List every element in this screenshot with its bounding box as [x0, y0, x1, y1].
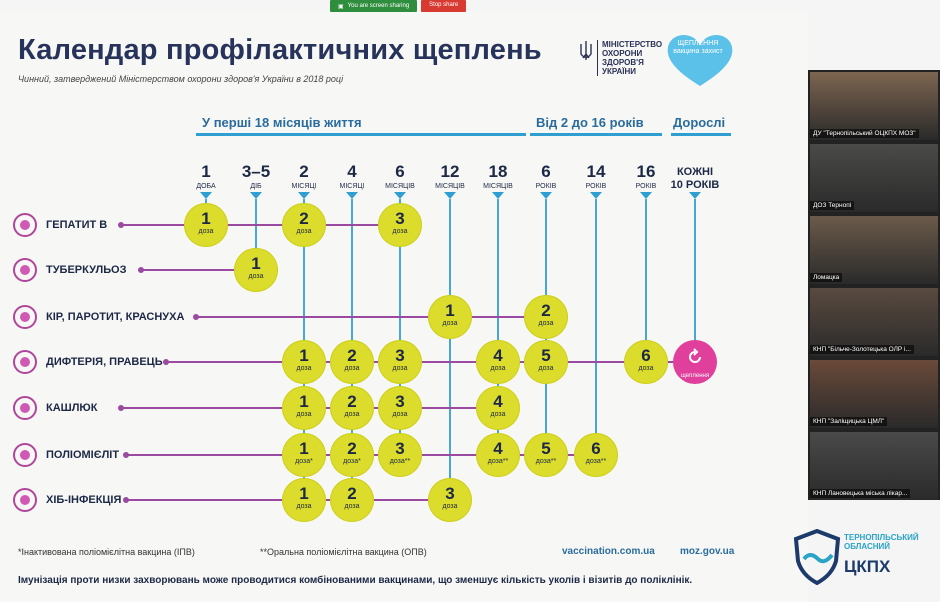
adult-label: щеплення — [680, 373, 710, 379]
dose-mark: ** — [404, 458, 411, 465]
participant-name: ДУ "Тернопільський ОЦКПХ МОЗ" — [810, 129, 919, 138]
dose-label — [378, 458, 422, 466]
column-header — [521, 162, 571, 191]
column-header — [621, 162, 671, 191]
dose-label-text: доза — [490, 365, 506, 372]
column-header — [473, 162, 523, 191]
shared-slide — [0, 12, 808, 602]
dose-number: 2 — [347, 346, 357, 365]
disease-name: КІР, ПАРОТИТ, КРАСНУХА — [46, 311, 185, 323]
dose-number: 3 — [395, 439, 405, 458]
dose-label-text: доза — [442, 320, 458, 327]
brand-region: ТЕРНОПІЛЬСЬКИЙ ОБЛАСНИЙ — [844, 533, 919, 551]
sharing-label: You are screen sharing — [347, 3, 410, 9]
dose-label — [524, 365, 568, 373]
dose-circle — [476, 386, 520, 430]
dose-mark: * — [310, 458, 313, 465]
dose-circle — [282, 433, 326, 477]
slide-subtitle: Чинний, затверджений Міністерством охорони здоров'я України в 2018 році — [18, 74, 344, 84]
group-line-2-to-16-years — [530, 133, 662, 136]
dose-label — [624, 365, 668, 373]
column-marker-icon — [200, 192, 212, 199]
dose-circle — [282, 340, 326, 384]
dose-circle — [574, 433, 618, 477]
dose-label — [476, 365, 520, 373]
dose-number: 5 — [541, 346, 551, 365]
column-marker-icon — [250, 192, 262, 199]
dose-number: 3 — [395, 346, 405, 365]
column-number: 18 — [488, 162, 508, 181]
column-header — [231, 162, 281, 191]
dose-number: 1 — [299, 439, 309, 458]
participant-name: Ломацка — [810, 273, 842, 282]
dose-number: 4 — [493, 392, 503, 411]
dose-circle — [378, 386, 422, 430]
dose-label — [574, 458, 618, 466]
disease-row — [10, 210, 107, 240]
trident-icon — [580, 40, 592, 62]
dose-number: 6 — [641, 346, 651, 365]
dose-label — [234, 273, 278, 281]
column-line — [595, 199, 597, 455]
dose-circle — [330, 386, 374, 430]
participant-name: КНП "Заліщицька ЦМЛ" — [810, 417, 887, 426]
dose-label — [282, 228, 326, 236]
footnote-opv: **Оральна поліомієлітна вакцина (ОПВ) — [260, 547, 427, 557]
screen-sharing-indicator — [330, 0, 417, 12]
pathogen-icon — [10, 393, 40, 423]
dose-number: 6 — [591, 439, 601, 458]
dose-label-text: доза — [392, 365, 408, 372]
participant-name: ДОЗ Тернопі — [810, 201, 854, 210]
shield-icon — [792, 529, 842, 585]
pathogen-icon — [10, 347, 40, 377]
moz-link[interactable]: moz.gov.ua — [680, 546, 735, 557]
participants-panel — [808, 70, 940, 500]
dose-number: 2 — [347, 439, 357, 458]
group-first-18-months: У перші 18 місяців життя — [202, 115, 362, 130]
dose-number: 1 — [201, 209, 211, 228]
dose-circle — [524, 433, 568, 477]
column-unit: МІСЯЦІ — [339, 183, 365, 190]
column-number: 4 — [347, 162, 357, 181]
dose-label-text: доза — [296, 365, 312, 372]
dose-label — [476, 411, 520, 419]
dose-circle — [378, 433, 422, 477]
column-marker-icon — [444, 192, 456, 199]
dose-label-text: доза — [535, 458, 551, 465]
vaccination-heart-logo — [664, 32, 736, 88]
disease-row — [10, 485, 121, 515]
column-marker-icon — [540, 192, 552, 199]
column-number: 1 — [201, 162, 211, 181]
dose-number: 3 — [445, 484, 455, 503]
column-marker-icon — [298, 192, 310, 199]
participant-video-tile[interactable] — [810, 216, 938, 284]
repeat-icon — [686, 348, 704, 366]
dose-circle — [428, 295, 472, 339]
disease-name: ТУБЕРКУЛЬОЗ — [46, 264, 127, 276]
column-unit: РОКІВ — [585, 183, 607, 190]
dose-number: 4 — [493, 346, 503, 365]
dose-circle — [624, 340, 668, 384]
participant-video-tile[interactable] — [810, 72, 938, 140]
dose-label-text: доза — [638, 365, 654, 372]
dose-number: 1 — [251, 254, 261, 273]
pathogen-icon — [10, 302, 40, 332]
pathogen-icon — [10, 255, 40, 285]
dose-number: 1 — [299, 346, 309, 365]
dose-number: 2 — [347, 484, 357, 503]
dose-number: 2 — [541, 301, 551, 320]
dose-number: 4 — [493, 439, 503, 458]
dose-circle — [378, 203, 422, 247]
column-header — [425, 162, 475, 191]
dose-label — [428, 320, 472, 328]
column-unit: ДОБА — [196, 183, 216, 190]
heart-logo-text: ЩЕПЛЕННЯ вакцина захист — [673, 40, 723, 55]
dose-number: 3 — [395, 209, 405, 228]
dose-label-text: доза — [248, 273, 264, 280]
dose-label — [524, 458, 568, 466]
dose-circle — [234, 248, 278, 292]
stop-share-button[interactable]: Stop share — [421, 0, 466, 12]
dose-circle — [378, 340, 422, 384]
tocph-brand — [790, 527, 940, 587]
column-unit: РОКІВ — [635, 183, 657, 190]
dose-label-text: доза — [343, 458, 359, 465]
dose-label — [378, 411, 422, 419]
group-2-to-16-years: Від 2 до 16 років — [536, 115, 644, 130]
column-header — [375, 162, 425, 191]
dose-circle — [524, 295, 568, 339]
dose-number: 1 — [445, 301, 455, 320]
dose-label-text: доза — [392, 228, 408, 235]
disease-row — [10, 255, 126, 285]
participant-video-tile[interactable] — [810, 144, 938, 212]
dose-number: 2 — [347, 392, 357, 411]
vaccination-link[interactable]: vaccination.com.ua — [562, 546, 655, 557]
group-line-first-18-months — [196, 133, 526, 136]
dose-circle — [330, 478, 374, 522]
dose-label — [184, 228, 228, 236]
dose-circle — [330, 433, 374, 477]
disease-name: ХІБ-ІНФЕКЦІЯ — [46, 494, 122, 506]
dose-label — [428, 503, 472, 511]
dose-label-text: доза — [487, 458, 503, 465]
dose-number: 1 — [299, 484, 309, 503]
disease-row — [10, 347, 163, 377]
disease-row-line — [165, 361, 695, 363]
column-marker-icon — [590, 192, 602, 199]
dose-number: 3 — [395, 392, 405, 411]
column-unit: МІСЯЦІВ — [385, 183, 415, 190]
dose-number: 1 — [299, 392, 309, 411]
disease-name: ГЕПАТИТ В — [46, 219, 108, 231]
dose-label — [378, 228, 422, 236]
dose-label-text: доза — [198, 228, 214, 235]
group-line-adults — [671, 133, 731, 136]
dose-label-text: доза — [344, 411, 360, 418]
dose-circle — [282, 203, 326, 247]
dose-label — [476, 458, 520, 466]
dose-label-text: доза — [538, 320, 554, 327]
dose-label-text: доза — [296, 228, 312, 235]
dose-label-text: доза — [344, 503, 360, 510]
column-number: 12 — [440, 162, 460, 181]
column-unit: МІСЯЦІ — [291, 183, 317, 190]
column-unit: МІСЯЦІВ — [483, 183, 513, 190]
footnote-ipv: *Інактивована поліомієлітна вакцина (ІПВ) — [18, 547, 195, 557]
participant-name: КНП Лановецька міська лікар... — [810, 489, 910, 498]
brand-name: ЦКПХ — [844, 557, 891, 576]
dose-label — [330, 458, 374, 466]
disease-name: КАШЛЮК — [46, 402, 98, 414]
participant-video-tile[interactable] — [810, 360, 938, 428]
dose-mark: * — [358, 458, 361, 465]
dose-circle — [184, 203, 228, 247]
column-number: 3–5 — [241, 162, 271, 181]
dose-label — [282, 458, 326, 466]
disease-row-line — [120, 224, 400, 226]
column-number: 16 — [636, 162, 656, 181]
column-unit: МІСЯЦІВ — [435, 183, 465, 190]
dose-mark: ** — [502, 458, 509, 465]
dose-label-text: доза — [296, 503, 312, 510]
group-adults: Дорослі — [673, 115, 726, 130]
dose-label-text: доза — [442, 503, 458, 510]
ministry-name: МІНІСТЕРСТВО ОХОРОНИ ЗДОРОВ'Я УКРАЇНИ — [597, 40, 662, 76]
column-number: 14 — [586, 162, 606, 181]
dose-circle — [476, 433, 520, 477]
participant-name: КНП "Більче-Золотецька ОЛР і... — [810, 345, 914, 354]
dose-label-text: доза — [344, 365, 360, 372]
dose-mark: ** — [550, 458, 557, 465]
dose-circle — [282, 478, 326, 522]
pathogen-icon — [10, 210, 40, 240]
adult-revaccination-circle — [673, 340, 717, 384]
column-line — [645, 199, 647, 362]
column-header — [670, 162, 720, 192]
dose-label — [282, 411, 326, 419]
dose-label-text: доза — [392, 411, 408, 418]
column-header — [279, 162, 329, 191]
disease-name: ДИФТЕРІЯ, ПРАВЕЦЬ — [46, 356, 163, 368]
dose-label — [378, 365, 422, 373]
participant-video-tile[interactable] — [810, 432, 938, 500]
dose-label — [282, 503, 326, 511]
dose-label-text: доза — [490, 411, 506, 418]
share-icon: ▣ — [338, 3, 344, 10]
dose-label — [330, 411, 374, 419]
column-header — [327, 162, 377, 191]
column-line — [694, 199, 696, 362]
column-marker-icon — [492, 192, 504, 199]
combined-vaccine-note: Імунізація проти низки захворювань може проводитися комбінованими вакцинами, що зменшує кількість уколів і візитів до поліклінік. — [18, 575, 693, 586]
column-marker-icon — [394, 192, 406, 199]
column-label: КОЖНІ 10 РОКІВ — [670, 166, 720, 191]
disease-name: ПОЛІОМІЄЛІТ — [46, 449, 120, 461]
column-header — [571, 162, 621, 191]
screen-share-bar — [330, 0, 466, 12]
dose-label-text: доза — [389, 458, 405, 465]
column-marker-icon — [640, 192, 652, 199]
disease-row-line — [195, 316, 546, 318]
dose-circle — [476, 340, 520, 384]
dose-label — [524, 320, 568, 328]
dose-label-text: доза — [296, 411, 312, 418]
participant-video-tile[interactable] — [810, 288, 938, 356]
dose-number: 5 — [541, 439, 551, 458]
dose-circle — [282, 386, 326, 430]
disease-row — [10, 393, 98, 423]
dose-label — [330, 503, 374, 511]
pathogen-icon — [10, 485, 40, 515]
pathogen-icon — [10, 440, 40, 470]
disease-row — [10, 302, 184, 332]
dose-label-text: доза — [538, 365, 554, 372]
ministry-logo — [580, 40, 662, 76]
column-header — [181, 162, 231, 191]
column-number: 6 — [395, 162, 405, 181]
column-marker-icon — [346, 192, 358, 199]
dose-label — [330, 365, 374, 373]
slide-title: Календар профілактичних щеплень — [18, 34, 542, 66]
dose-circle — [330, 340, 374, 384]
dose-circle — [428, 478, 472, 522]
dose-number: 2 — [299, 209, 309, 228]
column-number: 6 — [541, 162, 551, 181]
dose-label-text: доза — [295, 458, 311, 465]
disease-row — [10, 440, 119, 470]
dose-label-text: доза — [585, 458, 601, 465]
dose-circle — [524, 340, 568, 384]
column-unit: РОКІВ — [535, 183, 557, 190]
column-number: 2 — [299, 162, 309, 181]
dose-label — [282, 365, 326, 373]
column-marker-icon — [689, 192, 701, 199]
column-unit: ДІБ — [250, 183, 262, 190]
dose-mark: ** — [600, 458, 607, 465]
